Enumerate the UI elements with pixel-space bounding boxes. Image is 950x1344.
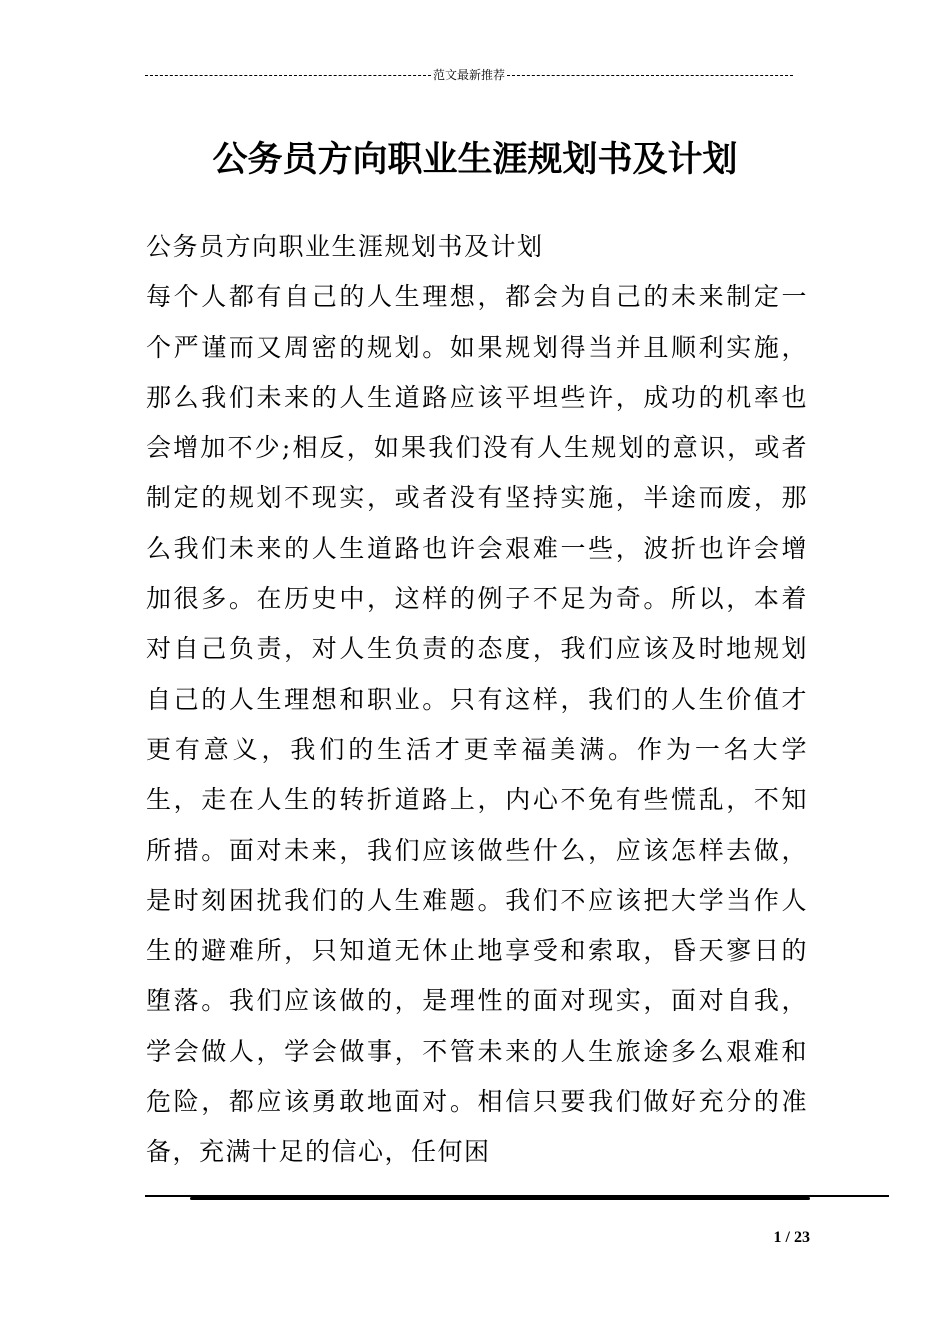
header-dash-left bbox=[145, 75, 431, 76]
footer-rule-accent bbox=[190, 1197, 810, 1200]
document-subtitle: 公务员方向职业生涯规划书及计划 bbox=[146, 232, 544, 261]
header-label: 范文最新推荐 bbox=[433, 68, 506, 82]
page-number: 1 / 23 bbox=[773, 1229, 810, 1246]
header-dash-right bbox=[507, 75, 793, 76]
document-title: 公务员方向职业生涯规划书及计划 bbox=[212, 140, 738, 180]
document-body bbox=[146, 222, 808, 1178]
page-header bbox=[145, 66, 793, 84]
body-paragraph: 每个人都有自己的人生理想，都会为自己的未来制定一个严谨而又周密的规划。如果规划得当并且顺利实施，那么我们未来的人生道路应该平坦些许，成功的机率也会增加不少;相反，如果我们没有人生规划的意识，或者制定的规划不现实，或者没有坚持实施，半途而废，那么我们未来的人生道路也许会艰难一些，波折也许会增加很多。在历史中，这样的例子不足为奇。所以，本着对自己负责，对人生负责的态度，我们应该及时地规划自己的人生理想和职业。只有这样，我们的人生价值才更有意义，我们的生活才更幸福美满。作为一名大学生，走在人生的转折道路上，内心不免有些慌乱，不知所措。面对未来，我们应该做些什么，应该怎样去做，是时刻困扰我们的人生难题。我们不应该把大学当作人生的避难所，只知道无休止地享受和索取，昏天寥日的堕落。我们应该做的，是理性的面对现实，面对自我，学会做人，学会做事，不管未来的人生旅途多么艰难和危险，都应该勇敢地面对。相信只要我们做好充分的准备，充满十足的信心，任何困 bbox=[146, 282, 808, 1167]
